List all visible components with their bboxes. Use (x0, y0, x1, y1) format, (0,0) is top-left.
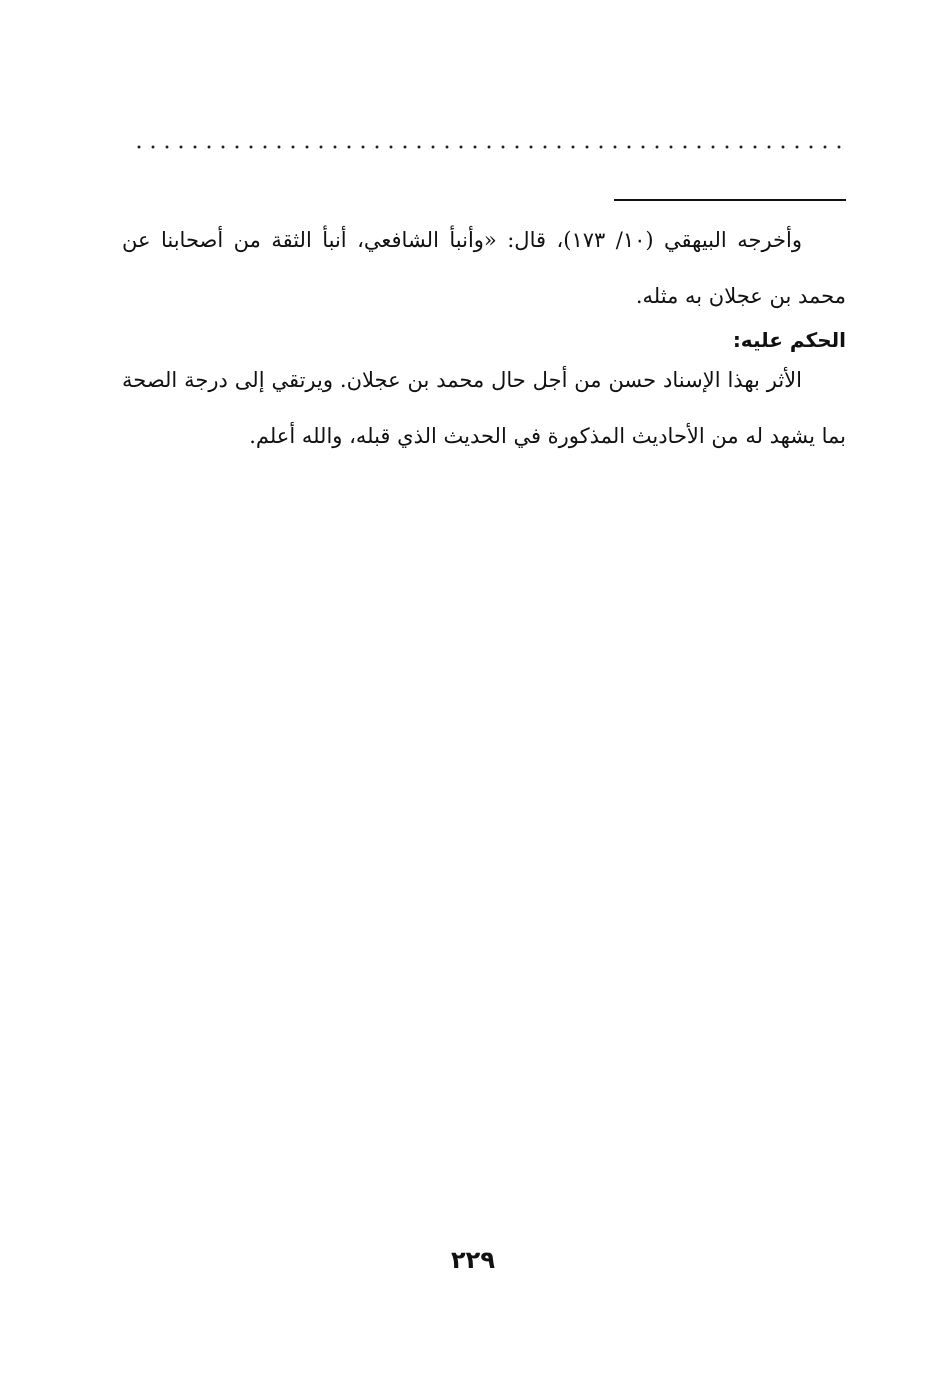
ruling-heading: الحكم عليه: (732, 328, 846, 352)
page-number: ٢٢٩ (451, 1246, 495, 1274)
footnote-rule (614, 199, 846, 201)
footnote-line-1: وأخرجه البيهقي (١٠/ ١٧٣)، قال: «وأنبأ الشافعي، أنبأ الثقة من أصحابنا عن (122, 228, 802, 252)
footnote-line-2: محمد بن عجلان به مثله. (635, 284, 846, 308)
footnote-text (122, 212, 846, 324)
text-body (122, 212, 846, 464)
dotted-separator (132, 144, 844, 150)
ruling-paragraph: الأثر بهذا الإسناد حسن من أجل حال محمد بن عجلان. ويرتقي إلى درجة الصحة بما يشهد له من الأحاديث المذكورة في الحديث الذي قبله، والله أعلم. (122, 368, 846, 448)
